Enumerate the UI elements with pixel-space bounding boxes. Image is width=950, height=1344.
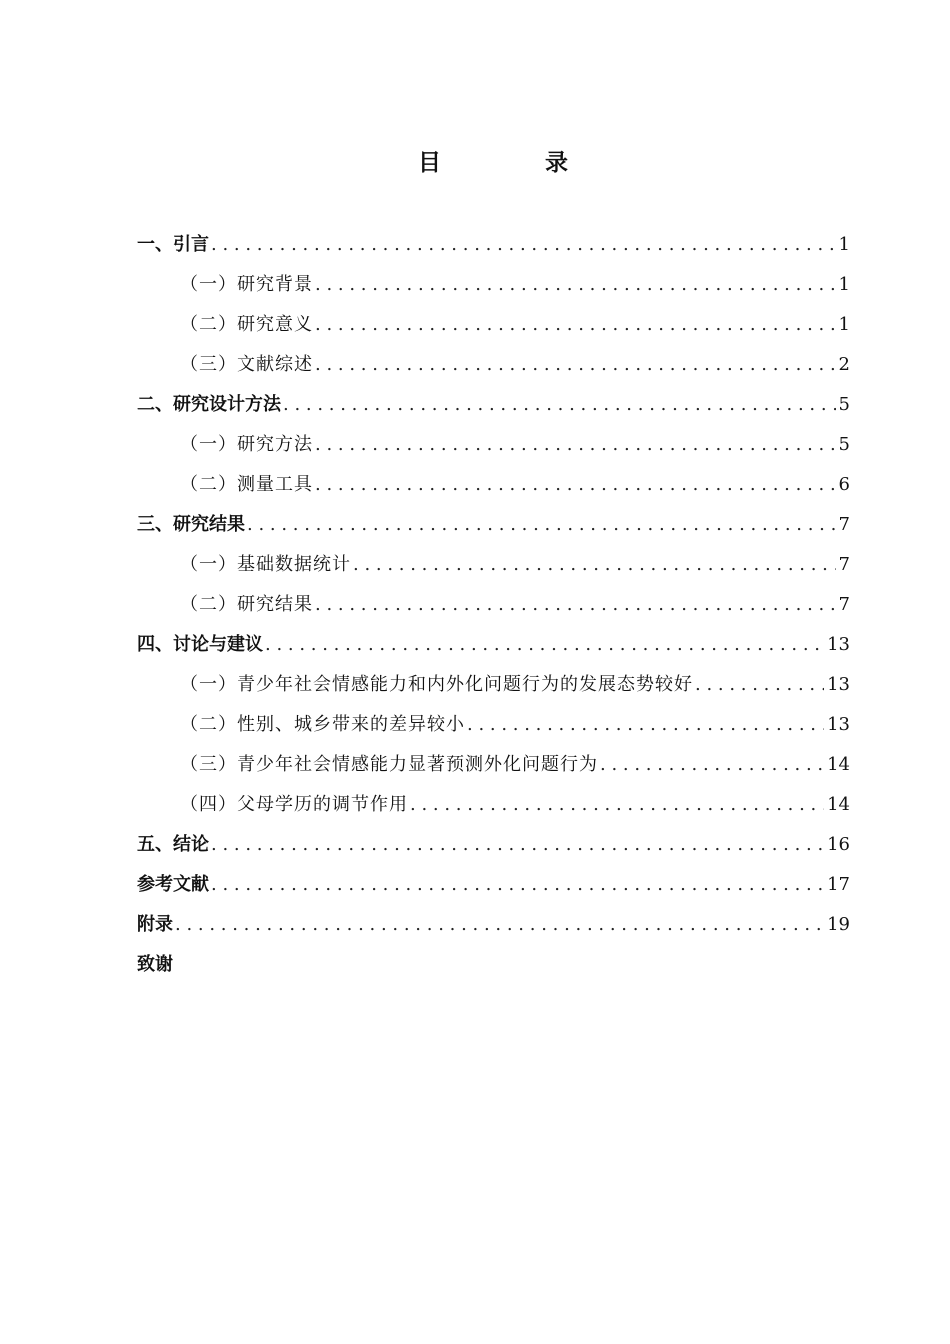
toc-entry-page-number: 13 [827, 714, 850, 735]
toc-entry-page-number: 7 [838, 514, 850, 535]
toc-entry-chapter[interactable] [137, 865, 850, 905]
toc-entry-page-number: 16 [827, 834, 850, 855]
toc-entry-label: 附录 [137, 914, 173, 935]
toc-entry-page-number: 14 [827, 794, 850, 815]
toc-title-char-2: 录 [545, 150, 568, 176]
toc-dot-leader [410, 785, 824, 825]
toc-entry-page-number: 13 [827, 634, 850, 655]
toc-dot-leader [175, 905, 824, 945]
toc-dot-leader [283, 385, 836, 425]
toc-entry-label: （三）文献综述 [180, 354, 313, 375]
toc-entry-label: （一）研究背景 [180, 274, 313, 295]
toc-entry-chapter[interactable] [137, 505, 850, 545]
toc-entry-page-number: 19 [827, 914, 850, 935]
toc-entry-section[interactable] [180, 785, 850, 825]
toc-entry-chapter[interactable] [137, 905, 850, 945]
toc-entry-section[interactable] [180, 705, 850, 745]
toc-entry-label: 三、研究结果 [137, 514, 245, 535]
toc-dot-leader [247, 505, 836, 545]
toc-dot-leader [211, 825, 824, 865]
toc-entry-page-number: 7 [838, 554, 850, 575]
toc-title-char-1: 目 [418, 150, 441, 176]
toc-entry-chapter[interactable] [137, 825, 850, 865]
toc-entry-label: 参考文献 [137, 874, 209, 895]
toc-entry-label: （一）研究方法 [180, 434, 313, 455]
toc-entry-section[interactable] [180, 345, 850, 385]
toc-entry-label: 五、结论 [137, 834, 209, 855]
toc-entry-chapter[interactable] [137, 385, 850, 425]
toc-dot-leader [211, 225, 836, 265]
toc-entry-label: （二）测量工具 [180, 474, 313, 495]
toc-entry-label: （一）青少年社会情感能力和内外化问题行为的发展态势较好 [180, 674, 693, 695]
toc-entry-chapter[interactable] [137, 945, 850, 985]
toc-dot-leader [211, 865, 824, 905]
toc-entry-label: （二）研究意义 [180, 314, 313, 335]
toc-entry-section[interactable] [180, 585, 850, 625]
toc-dot-leader [353, 545, 836, 585]
toc-dot-leader [315, 585, 836, 625]
toc-entry-section[interactable] [180, 305, 850, 345]
toc-entry-section[interactable] [180, 425, 850, 465]
toc-entry-page-number: 1 [838, 234, 850, 255]
toc-dot-leader [315, 425, 836, 465]
toc-entry-page-number: 5 [838, 394, 850, 415]
toc-entry-chapter[interactable] [137, 625, 850, 665]
toc-entry-label: （三）青少年社会情感能力显著预测外化问题行为 [180, 754, 598, 775]
toc-entry-page-number: 2 [838, 354, 850, 375]
toc-entry-label: 四、讨论与建议 [137, 634, 263, 655]
toc-dot-leader [315, 305, 836, 345]
toc-dot-leader [600, 745, 824, 785]
toc-dot-leader [467, 705, 824, 745]
toc-entry-label: 一、引言 [137, 234, 209, 255]
toc-entry-page-number: 6 [838, 474, 850, 495]
toc-entry-label: 二、研究设计方法 [137, 394, 281, 415]
toc-entry-section[interactable] [180, 545, 850, 585]
toc-entry-label: （四）父母学历的调节作用 [180, 794, 408, 815]
toc-entry-label: （二）研究结果 [180, 594, 313, 615]
toc-entry-page-number: 17 [827, 874, 850, 895]
toc-entry-page-number: 14 [827, 754, 850, 775]
toc-entry-chapter[interactable] [137, 225, 850, 265]
toc-entry-page-number: 7 [838, 594, 850, 615]
toc-entry-section[interactable] [180, 265, 850, 305]
toc-entry-label: 致谢 [137, 954, 173, 975]
toc-entry-label: （一）基础数据统计 [180, 554, 351, 575]
toc-dot-leader [695, 665, 824, 705]
toc-entry-section[interactable] [180, 665, 850, 705]
toc-dot-leader [315, 265, 836, 305]
toc-entry-page-number: 13 [827, 674, 850, 695]
toc-dot-leader [315, 465, 836, 505]
toc-dot-leader [315, 345, 836, 385]
toc-entry-page-number: 5 [838, 434, 850, 455]
toc-entry-page-number: 1 [838, 314, 850, 335]
toc-entry-section[interactable] [180, 745, 850, 785]
toc-entry-page-number: 1 [838, 274, 850, 295]
toc-entry-section[interactable] [180, 465, 850, 505]
toc-title [0, 146, 950, 180]
toc-entry-label: （二）性别、城乡带来的差异较小 [180, 714, 465, 735]
toc-dot-leader [265, 625, 824, 665]
